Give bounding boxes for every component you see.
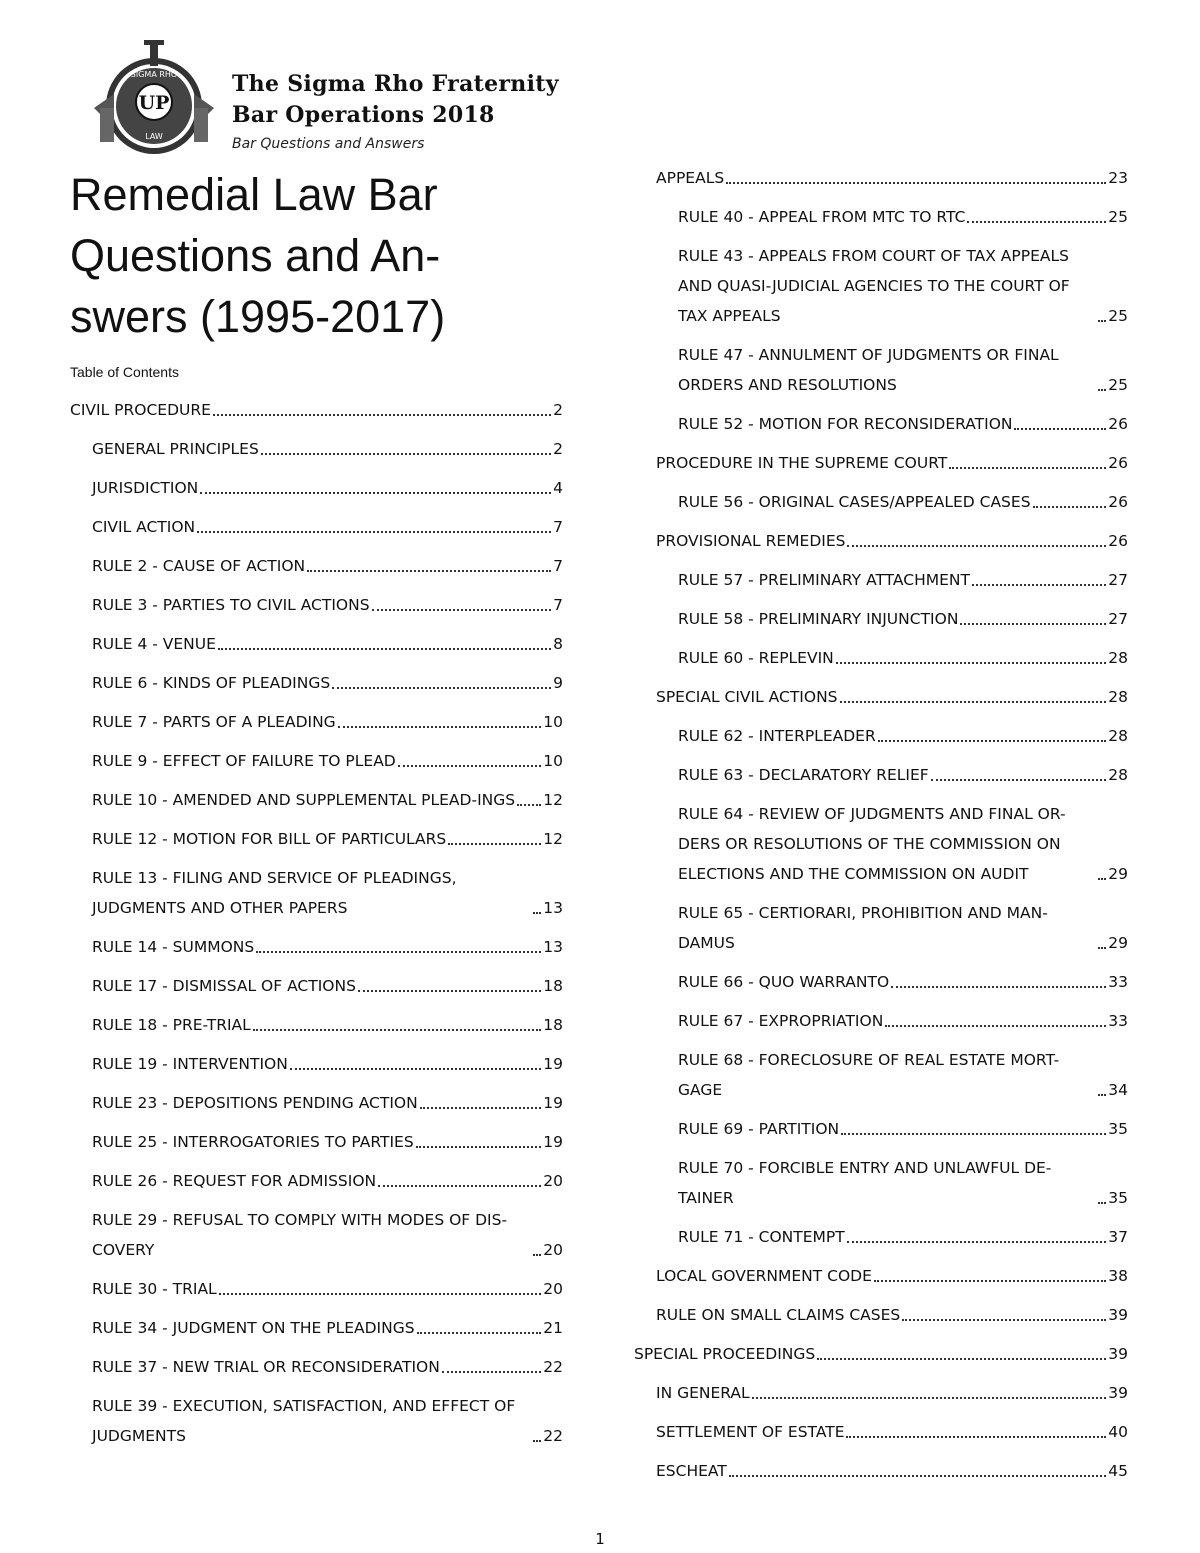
toc-entry-label: SETTLEMENT OF ESTATE [656, 1423, 845, 1441]
toc-entry[interactable] [634, 163, 1128, 193]
toc-entry-page: 4 [553, 479, 563, 497]
toc-entry-page: 35 [1108, 1189, 1128, 1207]
toc-entry[interactable] [70, 395, 563, 425]
toc-dot-leader [416, 1146, 542, 1148]
toc-entry-page: 22 [543, 1358, 563, 1376]
toc-entry-page: 28 [1108, 766, 1128, 784]
toc-entry[interactable] [70, 1166, 563, 1196]
toc-entry-label: RULE 70 - FORCIBLE ENTRY AND UNLAWFUL DE-TAINER [678, 1159, 1052, 1207]
toc-dot-leader [307, 570, 551, 572]
toc-entry[interactable] [634, 1378, 1128, 1408]
toc-dot-leader [1098, 320, 1106, 322]
toc-dot-leader [533, 1440, 541, 1442]
toc-entry-label: RULE 30 - TRIAL [92, 1280, 217, 1298]
toc-dot-leader [885, 1025, 1106, 1027]
toc-entry-label: RULE 17 - DISMISSAL OF ACTIONS [92, 977, 356, 995]
toc-entry[interactable] [70, 1205, 563, 1265]
toc-entry[interactable] [70, 824, 563, 854]
toc-dot-leader [372, 609, 552, 611]
toc-dot-leader [213, 414, 551, 416]
toc-entry-page: 21 [543, 1319, 563, 1337]
toc-entry-label: CIVIL PROCEDURE [70, 401, 211, 419]
toc-entry[interactable] [634, 565, 1128, 595]
toc-entry[interactable] [634, 1456, 1128, 1486]
toc-entry-page: 26 [1108, 532, 1128, 550]
toc-dot-leader [378, 1185, 541, 1187]
toc-dot-leader [448, 843, 541, 845]
toc-entry-label: ESCHEAT [656, 1462, 727, 1480]
toc-entry[interactable] [70, 1088, 563, 1118]
toc-entry-label: RULE 25 - INTERROGATORIES TO PARTIES [92, 1133, 414, 1151]
toc-entry-label: PROCEDURE IN THE SUPREME COURT [656, 454, 948, 472]
toc-dot-leader [261, 453, 551, 455]
toc-entry-page: 35 [1108, 1120, 1128, 1138]
toc-entry[interactable] [70, 629, 563, 659]
toc-entry-label: RULE 60 - REPLEVIN [678, 649, 834, 667]
toc-entry[interactable] [70, 668, 563, 698]
toc-entry-page: 7 [553, 518, 563, 536]
operations-title: Bar Operations 2018 [232, 102, 495, 128]
logo-seal-graphic [94, 40, 214, 154]
toc-dot-leader [841, 1133, 1106, 1135]
toc-entry-page: 39 [1108, 1306, 1128, 1324]
toc-entry-label: RULE 56 - ORIGINAL CASES/APPEALED CASES [678, 493, 1031, 511]
toc-dot-leader [256, 951, 541, 953]
toc-dot-leader [972, 584, 1106, 586]
toc-dot-leader [200, 492, 551, 494]
toc-entry-label: RULE 12 - MOTION FOR BILL OF PARTICULARS [92, 830, 447, 848]
toc-entry-page: 10 [543, 713, 563, 731]
toc-dot-leader [332, 687, 551, 689]
toc-entry-page: 26 [1108, 454, 1128, 472]
toc-dot-leader [1098, 389, 1106, 391]
toc-dot-leader [442, 1371, 541, 1373]
toc-entry[interactable] [634, 643, 1128, 673]
toc-entry-label: RULE 66 - QUO WARRANTO [678, 973, 890, 991]
toc-entry-label: RULE 29 - REFUSAL TO COMPLY WITH MODES OF DIS-COVERY [92, 1211, 508, 1259]
toc-dot-leader [1098, 878, 1106, 880]
toc-entry-label: RULE 4 - VENUE [92, 635, 216, 653]
toc-entry[interactable] [70, 1313, 563, 1343]
toc-entry-page: 25 [1108, 208, 1128, 226]
toc-entry-page: 40 [1108, 1423, 1128, 1441]
toc-entry[interactable] [70, 1049, 563, 1079]
toc-entry-page: 39 [1108, 1345, 1128, 1363]
toc-dot-leader [874, 1280, 1106, 1282]
toc-entry[interactable] [634, 682, 1128, 712]
toc-entry-label: RULE ON SMALL CLAIMS CASES [656, 1306, 901, 1324]
toc-entry-page: 19 [543, 1133, 563, 1151]
toc-entry-page: 20 [543, 1172, 563, 1190]
toc-dot-leader [1098, 1202, 1106, 1204]
toc-entry[interactable] [70, 590, 563, 620]
toc-entry[interactable] [634, 1300, 1128, 1330]
toc-entry-page: 27 [1108, 610, 1128, 628]
toc-entry-page: 25 [1108, 307, 1128, 325]
toc-entry-label: RULE 10 - AMENDED AND SUPPLEMENTAL PLEAD-INGS [92, 791, 516, 809]
toc-entry-label: RULE 34 - JUDGMENT ON THE PLEADINGS [92, 1319, 415, 1337]
toc-entry-page: 13 [543, 938, 563, 956]
toc-dot-leader [420, 1107, 542, 1109]
toc-entry-label: LOCAL GOVERNMENT CODE [656, 1267, 872, 1285]
toc-entry[interactable] [70, 863, 563, 923]
toc-entry-label: RULE 52 - MOTION FOR RECONSIDERATION [678, 415, 1013, 433]
toc-entry-page: 18 [543, 1016, 563, 1034]
toc-entry[interactable] [634, 799, 1128, 889]
toc-right-column [634, 154, 1128, 1486]
toc-entry[interactable] [634, 967, 1128, 997]
toc-entry-page: 19 [543, 1055, 563, 1073]
toc-entry-label: RULE 65 - CERTIORARI, PROHIBITION AND MAN-DAMUS [678, 904, 1048, 952]
toc-entry-page: 20 [543, 1280, 563, 1298]
toc-entry[interactable] [70, 1127, 563, 1157]
svg-text:SIGMA RHO: SIGMA RHO [130, 70, 178, 79]
svg-text:LAW: LAW [145, 132, 163, 141]
toc-entry-label: RULE 26 - REQUEST FOR ADMISSION [92, 1172, 377, 1190]
toc-entry[interactable] [70, 1274, 563, 1304]
toc-entry-label: RULE 18 - PRE-TRIAL [92, 1016, 251, 1034]
toc-entry-page: 34 [1108, 1081, 1128, 1099]
toc-entry-label: RULE 47 - ANNULMENT OF JUDGMENTS OR FINAL ORDERS AND RESOLUTIONS [678, 346, 1059, 394]
toc-entry-page: 33 [1108, 1012, 1128, 1030]
toc-dot-leader [847, 545, 1106, 547]
toc-entry-label: RULE 14 - SUMMONS [92, 938, 255, 956]
toc-entry[interactable] [70, 512, 563, 542]
toc-entry[interactable] [634, 604, 1128, 634]
toc-entry-label: RULE 68 - FORECLOSURE OF REAL ESTATE MORT-GAGE [678, 1051, 1060, 1099]
toc-dot-leader [729, 1475, 1106, 1477]
toc-entry-page: 39 [1108, 1384, 1128, 1402]
toc-entry-page: 2 [553, 401, 563, 419]
toc-entry-label: GENERAL PRINCIPLES [92, 440, 259, 458]
toc-dot-leader [1098, 1094, 1106, 1096]
toc-entry[interactable] [634, 760, 1128, 790]
toc-dot-leader [219, 1293, 542, 1295]
toc-dot-leader [891, 986, 1106, 988]
toc-entry-page: 45 [1108, 1462, 1128, 1480]
toc-entry[interactable] [634, 448, 1128, 478]
toc-entry-label: APPEALS [656, 169, 725, 187]
toc-entry[interactable] [70, 1391, 563, 1451]
toc-entry-label: RULE 69 - PARTITION [678, 1120, 840, 1138]
toc-dot-leader [1014, 428, 1106, 430]
toc-entry[interactable] [634, 898, 1128, 958]
toc-entry-page: 27 [1108, 571, 1128, 589]
toc-entry[interactable] [634, 340, 1128, 400]
toc-entry[interactable] [70, 434, 563, 464]
toc-entry-page: 7 [553, 557, 563, 575]
toc-entry-label: RULE 19 - INTERVENTION [92, 1055, 288, 1073]
toc-entry[interactable] [634, 487, 1128, 517]
toc-entry-page: 7 [553, 596, 563, 614]
toc-entry-page: 33 [1108, 973, 1128, 991]
toc-entry-page: 12 [543, 791, 563, 809]
toc-entry-page: 8 [553, 635, 563, 653]
toc-dot-leader [338, 726, 542, 728]
toc-entry-page: 28 [1108, 688, 1128, 706]
toc-dot-leader [253, 1029, 541, 1031]
toc-entry-label: SPECIAL PROCEEDINGS [634, 1345, 816, 1363]
toc-entry-page: 28 [1108, 727, 1128, 745]
toc-entry-page: 18 [543, 977, 563, 995]
toc-entry-page: 37 [1108, 1228, 1128, 1246]
toc-entry-label: RULE 71 - CONTEMPT [678, 1228, 845, 1246]
toc-entry-page: 26 [1108, 493, 1128, 511]
toc-entry-label: RULE 6 - KINDS OF PLEADINGS [92, 674, 331, 692]
toc-entry[interactable] [70, 1010, 563, 1040]
toc-entry-label: IN GENERAL [656, 1384, 750, 1402]
toc-entry[interactable] [70, 932, 563, 962]
toc-entry-page: 29 [1108, 934, 1128, 952]
toc-entry-label: RULE 3 - PARTIES TO CIVIL ACTIONS [92, 596, 370, 614]
toc-entry-label: RULE 37 - NEW TRIAL OR RECONSIDERATION [92, 1358, 440, 1376]
toc-dot-leader [817, 1358, 1106, 1360]
toc-entry[interactable] [634, 1417, 1128, 1447]
toc-entry[interactable] [70, 1352, 563, 1382]
toc-entry[interactable] [634, 526, 1128, 556]
toc-dot-leader [840, 701, 1107, 703]
toc-dot-leader [290, 1068, 541, 1070]
toc-entry-page: 25 [1108, 376, 1128, 394]
toc-entry-page: 29 [1108, 865, 1128, 883]
toc-dot-leader [960, 623, 1106, 625]
toc-dot-leader [836, 662, 1107, 664]
toc-dot-leader [847, 1241, 1107, 1243]
toc-dot-leader [902, 1319, 1106, 1321]
organization-name: The Sigma Rho Fraternity [232, 71, 559, 97]
toc-entry-page: 13 [543, 899, 563, 917]
toc-entry-label: RULE 62 - INTERPLEADER [678, 727, 876, 745]
header-subtitle: Bar Questions and Answers [232, 136, 425, 152]
toc-dot-leader [878, 740, 1107, 742]
toc-entry-label: RULE 58 - PRELIMINARY INJUNCTION [678, 610, 959, 628]
toc-entry[interactable] [634, 721, 1128, 751]
toc-entry-label: RULE 9 - EFFECT OF FAILURE TO PLEAD [92, 752, 396, 770]
toc-entry-page: 2 [553, 440, 563, 458]
toc-entry[interactable] [634, 241, 1128, 331]
toc-entry-label: RULE 39 - EXECUTION, SATISFACTION, AND EFFECT OF JUDGMENTS [92, 1397, 516, 1445]
toc-dot-leader [931, 779, 1107, 781]
toc-entry[interactable] [634, 1006, 1128, 1036]
toc-entry-label: RULE 43 - APPEALS FROM COURT OF TAX APPEALS AND QUASI-JUDICIAL AGENCIES TO THE COURT OF TAX APPEALS [678, 247, 1070, 325]
toc-entry-label: RULE 2 - CAUSE OF ACTION [92, 557, 306, 575]
toc-entry[interactable] [634, 1261, 1128, 1291]
toc-dot-leader [846, 1436, 1106, 1438]
toc-entry-label: RULE 13 - FILING AND SERVICE OF PLEADINGS, JUDGMENTS AND OTHER PAPERS [92, 869, 457, 917]
toc-entry[interactable] [634, 1153, 1128, 1213]
toc-entry-page: 19 [543, 1094, 563, 1112]
toc-entry-label: RULE 23 - DEPOSITIONS PENDING ACTION [92, 1094, 418, 1112]
toc-entry-label: RULE 57 - PRELIMINARY ATTACHMENT [678, 571, 970, 589]
toc-dot-leader [949, 467, 1106, 469]
document-title: Remedial Law Bar Questions and An-swers (1995-2017) [70, 169, 446, 342]
toc-entry-label: JURISDICTION [92, 479, 199, 497]
toc-entry[interactable] [70, 551, 563, 581]
toc-dot-leader [533, 912, 541, 914]
toc-dot-leader [218, 648, 551, 650]
toc-entry-label: RULE 63 - DECLARATORY RELIEF [678, 766, 929, 784]
toc-dot-leader [533, 1254, 541, 1256]
toc-entry-page: 22 [543, 1427, 563, 1445]
toc-dot-leader [967, 221, 1106, 223]
toc-entry[interactable] [634, 1339, 1128, 1369]
fraternity-logo [84, 36, 224, 160]
toc-dot-leader [197, 531, 551, 533]
svg-text:UP: UP [138, 92, 170, 114]
toc-entry-page: 28 [1108, 649, 1128, 667]
toc-dot-leader [1033, 506, 1107, 508]
toc-entry[interactable] [634, 409, 1128, 439]
toc-entry-page: 26 [1108, 415, 1128, 433]
toc-entry[interactable] [634, 1114, 1128, 1144]
toc-entry-label: RULE 64 - REVIEW OF JUDGMENTS AND FINAL OR-DERS OR RESOLUTIONS OF THE COMMISSION ON ELECTIONS AND THE COMMISSION ON AUDIT [678, 805, 1066, 883]
page-number: 1 [595, 1530, 605, 1548]
toc-dot-leader [417, 1332, 542, 1334]
toc-entry[interactable] [70, 707, 563, 737]
toc-dot-leader [517, 804, 541, 806]
toc-dot-leader [358, 990, 541, 992]
toc-entry[interactable] [634, 202, 1128, 232]
toc-entry-label: CIVIL ACTION [92, 518, 196, 536]
toc-left-column [70, 386, 563, 1451]
toc-entry-label: PROVISIONAL REMEDIES [656, 532, 846, 550]
toc-entry[interactable] [70, 473, 563, 503]
toc-entry-label: RULE 7 - PARTS OF A PLEADING [92, 713, 336, 731]
toc-entry-label: RULE 67 - EXPROPRIATION [678, 1012, 884, 1030]
toc-dot-leader [726, 182, 1106, 184]
toc-label: Table of Contents [70, 364, 179, 380]
toc-entry-page: 12 [543, 830, 563, 848]
toc-entry[interactable] [70, 785, 563, 815]
toc-entry[interactable] [634, 1222, 1128, 1252]
toc-dot-leader [398, 765, 542, 767]
toc-entry-label: RULE 40 - APPEAL FROM MTC TO RTC [678, 208, 966, 226]
toc-entry-page: 38 [1108, 1267, 1128, 1285]
toc-dot-leader [1098, 947, 1106, 949]
toc-dot-leader [752, 1397, 1107, 1399]
toc-entry-label: SPECIAL CIVIL ACTIONS [656, 688, 838, 706]
toc-entry-page: 20 [543, 1241, 563, 1259]
toc-entry[interactable] [70, 971, 563, 1001]
toc-entry[interactable] [70, 746, 563, 776]
toc-entry-page: 9 [553, 674, 563, 692]
toc-entry[interactable] [634, 1045, 1128, 1105]
toc-entry-page: 23 [1108, 169, 1128, 187]
toc-entry-page: 10 [543, 752, 563, 770]
